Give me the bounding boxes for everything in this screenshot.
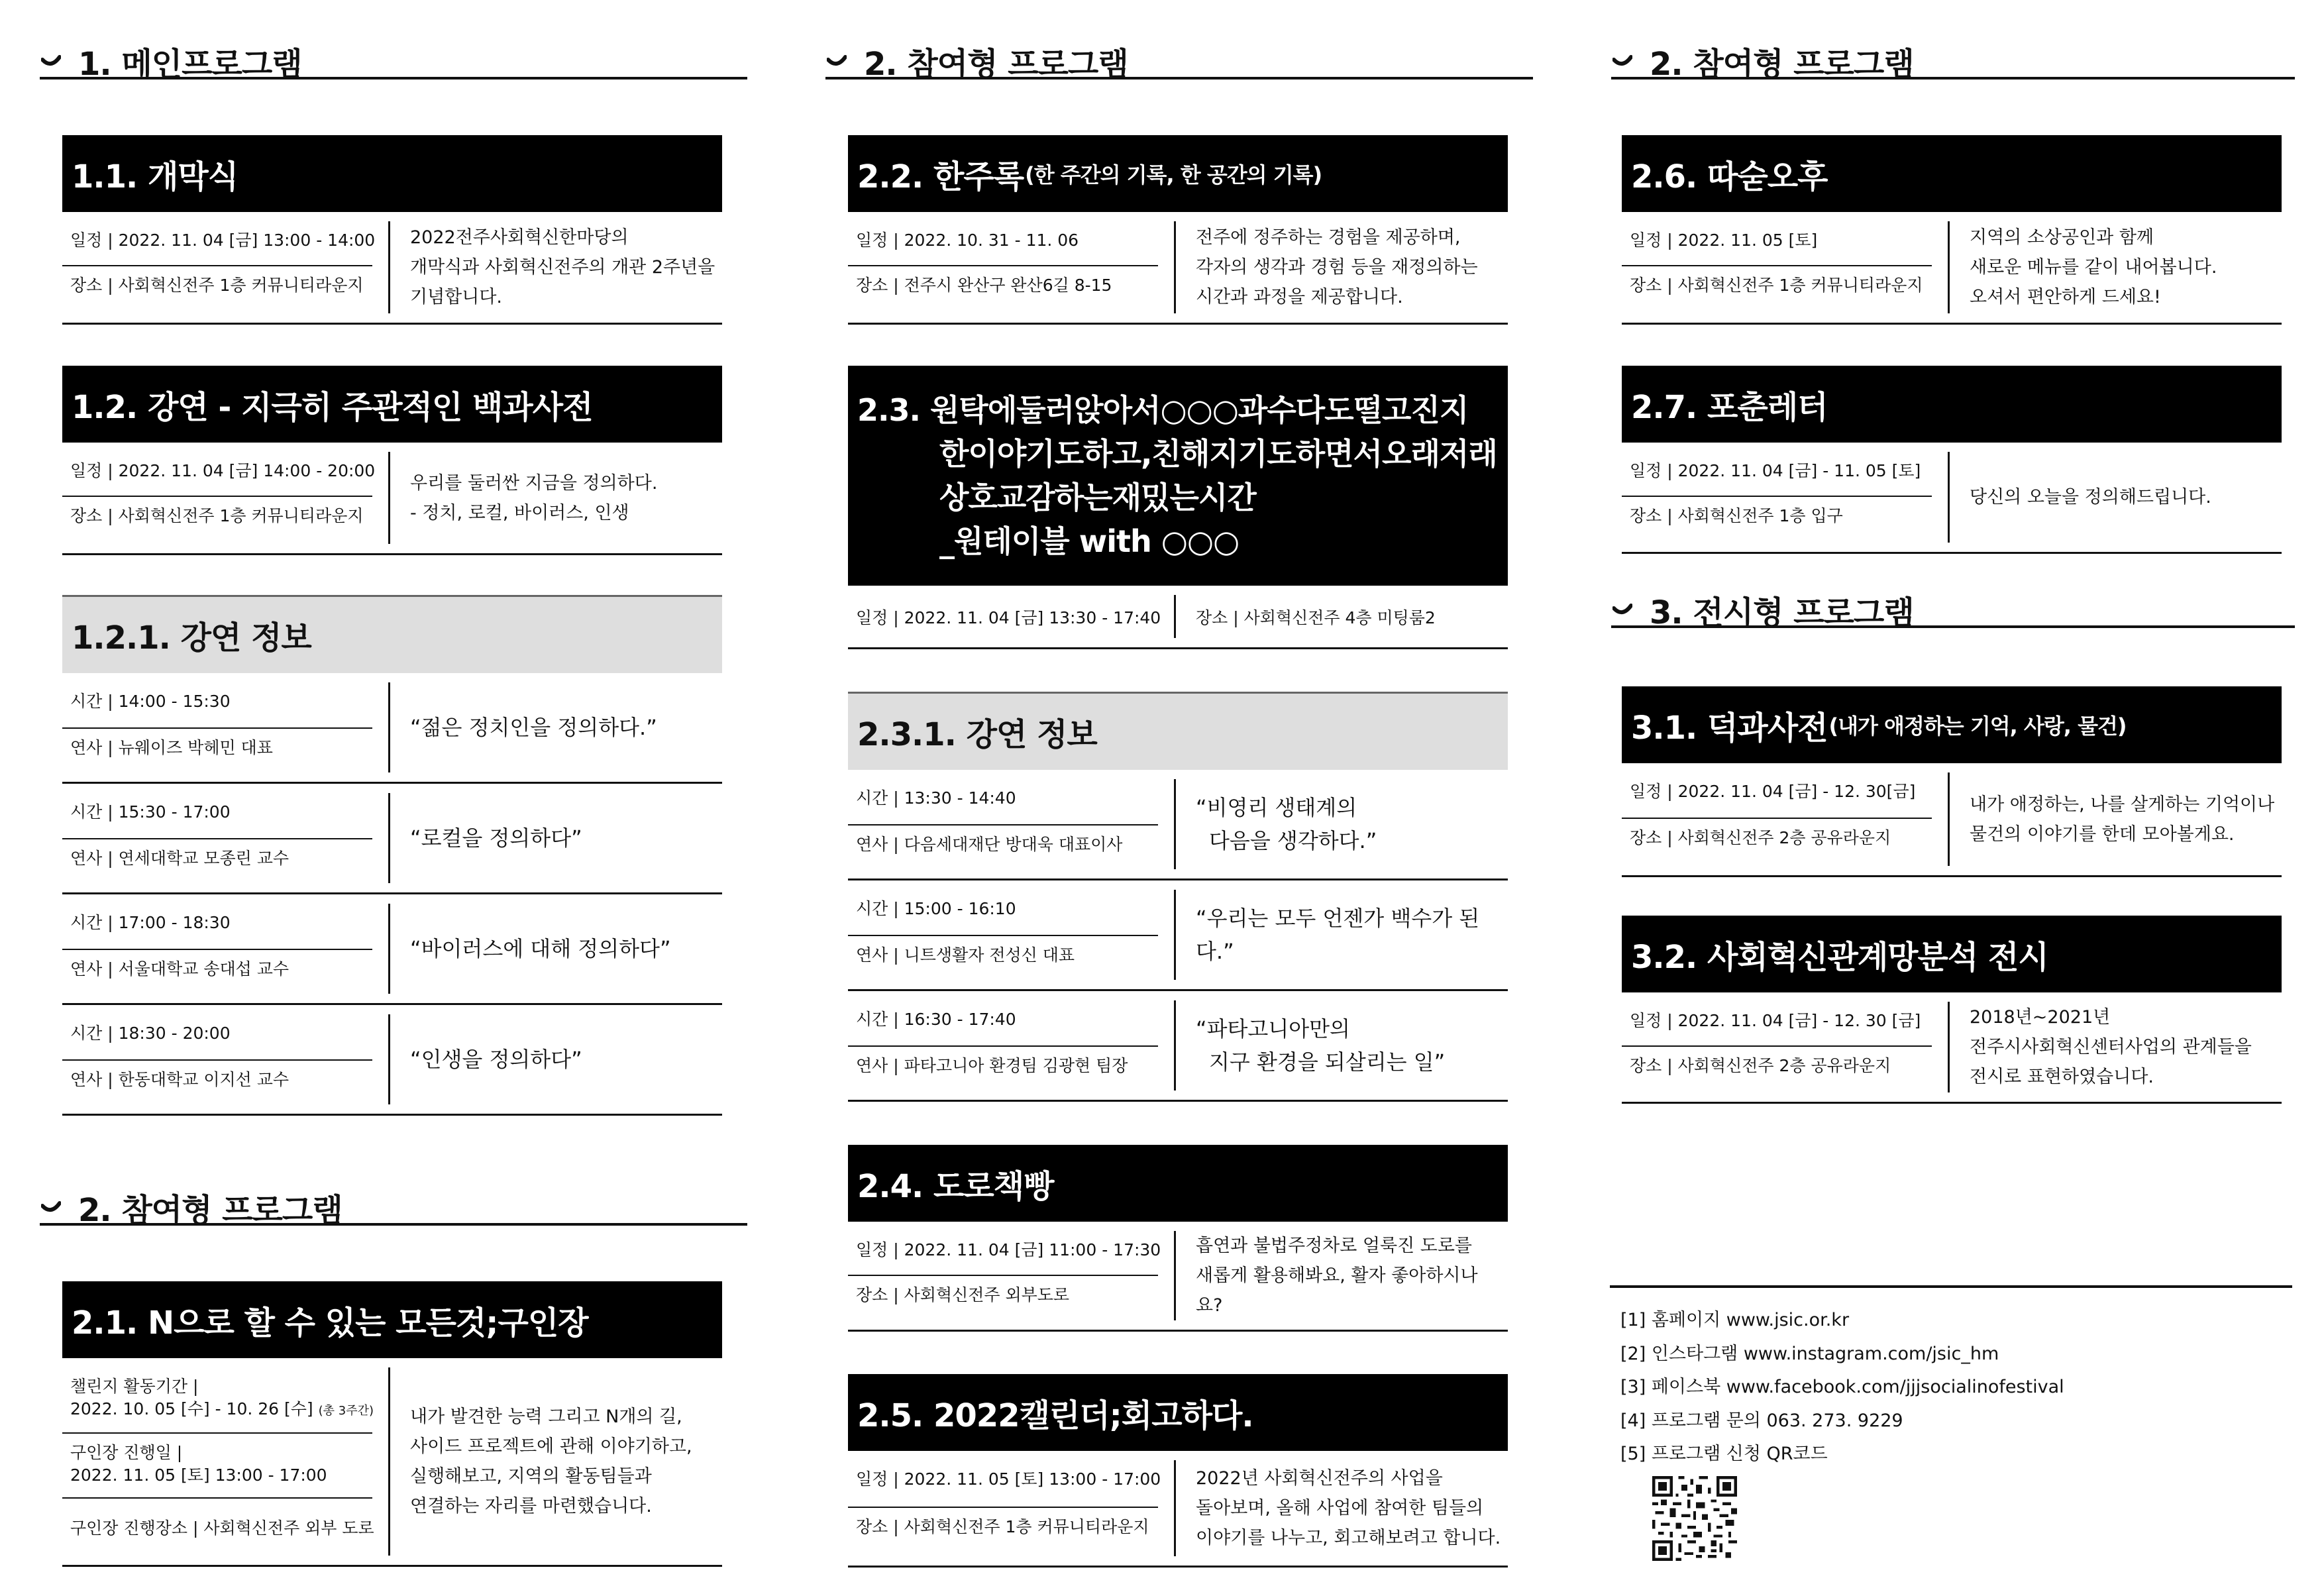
lecture-info-title-bar <box>848 692 1508 770</box>
place-text: 장소 | 사회혁신전주 1층 입구 <box>1622 496 1932 539</box>
description-line: 연결하는 자리를 마련했습니다. <box>410 1496 652 1516</box>
tilde-icon <box>1612 603 1632 616</box>
lecture-quote: “인생을 정의하다” <box>410 1047 582 1072</box>
challenge-label: 챌린지 활동기간 | <box>70 1377 199 1396</box>
place-text: 장소 | 사회혁신전주 외부도로 <box>848 1275 1158 1318</box>
lecture-row <box>848 770 1508 880</box>
description-line: 당신의 오늘을 정의해드립니다. <box>1970 487 2211 507</box>
program-info-row <box>1622 212 2282 325</box>
speaker-text: 연사 | 연세대학교 모종린 교수 <box>62 838 372 883</box>
program-block-2-1 <box>62 1281 722 1567</box>
description-line: 기념합니다. <box>410 287 502 307</box>
description-line: 우리를 둘러싼 지금을 정의하다. <box>410 472 658 494</box>
program-info-row <box>848 212 1508 325</box>
program-info-row <box>848 586 1508 649</box>
speaker-text: 연사 | 파타고니아 환경팀 김광현 팀장 <box>848 1045 1158 1091</box>
description-line: 각자의 생각과 경험 등을 재정의하는 <box>1196 257 1478 278</box>
description-line: 돌아보며, 올해 사업에 참여한 팀들의 <box>1196 1498 1484 1518</box>
program-title: 2.2. 한주록 <box>857 158 1024 195</box>
tilde-icon <box>827 54 847 68</box>
contact-text: [4] 프로그램 문의 063. 273. 9229 <box>1620 1410 1903 1431</box>
program-block-1-1 <box>62 135 722 325</box>
lecture-info-block-1-2-1 <box>62 595 722 1116</box>
schedule-text: 일정 | 2022. 11. 04 [금] 14:00 - 20:00 <box>70 461 376 480</box>
run-label: 구인장 진행일 | <box>70 1443 183 1462</box>
description-line: 시간과 과정을 제공합니다. <box>1196 287 1403 307</box>
program-title: 3.2. 사회혁신관계망분석 전시 <box>1631 938 2048 976</box>
program-title-bar <box>62 366 722 443</box>
footer-divider <box>1610 1285 2292 1288</box>
description-line: 2022전주사회혁신한마당의 <box>410 227 629 248</box>
speaker-text: 연사 | 다음세대재단 방대욱 대표이사 <box>848 824 1158 869</box>
schedule-text: 일정 | 2022. 11. 05 [토] <box>1630 231 1818 250</box>
lecture-quote: “로컬을 정의하다” <box>410 825 582 851</box>
program-info-row <box>848 1451 1508 1568</box>
program-title: 2.7. 포춘레터 <box>1631 388 1828 426</box>
schedule-text: 일정 | 2022. 11. 04 [금] - 12. 30 [금] <box>1630 1011 1921 1030</box>
program-block-2-4 <box>848 1145 1508 1332</box>
schedule-text: 일정 | 2022. 11. 04 [금] 11:00 - 17:30 <box>856 1240 1161 1259</box>
lecture-info-block-2-3-1 <box>848 692 1508 1102</box>
program-title-line: _원테이블 with ○○○ <box>939 523 1240 559</box>
program-info-row <box>1622 763 2282 877</box>
schedule-text: 일정 | 2022. 11. 04 [금] - 12. 30[금] <box>1630 782 1916 801</box>
program-info-row <box>62 443 722 555</box>
tilde-icon <box>41 1200 61 1214</box>
lecture-info-title: 1.2.1. 강연 정보 <box>72 619 311 657</box>
program-title-bar <box>1622 135 2282 212</box>
lecture-row <box>848 880 1508 991</box>
challenge-date: 2022. 10. 05 [수] - 10. 26 [수] <box>70 1399 313 1418</box>
section-header-exhibition <box>1611 586 2295 631</box>
section-title: 1. 메인프로그램 <box>78 46 302 83</box>
program-title: 1.2. 강연 - 지극히 주관적인 백과사전 <box>72 388 593 426</box>
place-text: 장소 | 사회혁신전주 2층 공유라운지 <box>1622 1045 1932 1089</box>
time-text: 시간 | 14:00 - 15:30 <box>70 692 231 711</box>
instagram-link[interactable]: [2] 인스타그램 www.instagram.com/jsic_hm <box>1620 1343 1999 1364</box>
description-line: 전시로 표현하였습니다. <box>1970 1067 2154 1087</box>
program-title: 1.1. 개막식 <box>72 158 238 195</box>
lecture-row <box>62 1005 722 1116</box>
program-title: 2.6. 따숟오후 <box>1631 158 1828 195</box>
description-line: 사이드 프로젝트에 관해 이야기하고, <box>410 1436 692 1457</box>
program-title-bar <box>1622 916 2282 992</box>
description-line: 2018년~2021년 <box>1970 1007 2111 1028</box>
program-block-1-2 <box>62 366 722 555</box>
program-title-bar <box>848 1374 1508 1451</box>
place-text: 구인장 진행장소 | 사회혁신전주 외부 도로 <box>62 1497 372 1557</box>
program-info-row <box>1622 443 2282 554</box>
description-line: 개막식과 사회혁신전주의 개관 2주년을 <box>410 257 715 278</box>
place-text: 장소 | 사회혁신전주 1층 커뮤니티라운지 <box>62 265 372 309</box>
challenge-period <box>62 1367 372 1432</box>
schedule-text: 일정 | 2022. 11. 04 [금] 13:00 - 14:00 <box>70 231 376 250</box>
time-text: 시간 | 13:30 - 14:40 <box>856 788 1016 808</box>
description-line: 내가 애정하는, 나를 살게하는 기억이나 <box>1970 794 2275 815</box>
program-title-bar <box>848 1145 1508 1222</box>
program-info-row <box>62 212 722 325</box>
program-block-2-3 <box>848 366 1508 649</box>
program-title-bar <box>62 135 722 212</box>
program-subtitle: (한 주간의 기록, 한 공간의 기록) <box>1025 162 1322 187</box>
section-header-main <box>40 37 747 83</box>
qr-code-icon[interactable] <box>1652 1476 1737 1561</box>
description-line: 오셔서 편안하게 드세요! <box>1970 287 2161 307</box>
program-title-bar <box>1622 366 2282 443</box>
speaker-text: 연사 | 뉴웨이즈 박헤민 대표 <box>62 727 372 772</box>
program-title: 2.4. 도로책빵 <box>857 1167 1054 1205</box>
section-header-participation <box>825 37 1533 83</box>
tilde-icon <box>1612 54 1632 68</box>
run-date: 2022. 11. 05 [토] 13:00 - 17:00 <box>70 1465 327 1485</box>
description-line: 전주시사회혁신센터사업의 관계들을 <box>1970 1037 2252 1057</box>
lecture-info-title-bar <box>62 595 722 673</box>
description-line: 실행해보고, 지역의 활동팀들과 <box>410 1466 652 1487</box>
program-title-line: 상호교감하는재밌는시간 <box>939 480 1256 515</box>
schedule-text: 일정 | 2022. 10. 31 - 11. 06 <box>856 231 1079 250</box>
time-text: 시간 | 18:30 - 20:00 <box>70 1024 231 1043</box>
tilde-icon <box>41 54 61 68</box>
lecture-quote: “바이러스에 대해 정의하다” <box>410 936 671 961</box>
footer-links <box>1620 1304 2064 1471</box>
program-title-bar <box>1622 686 2282 763</box>
lecture-quote: “젊은 정치인을 정의하다.” <box>410 715 657 740</box>
section-title: 2. 참여형 프로그램 <box>78 1192 343 1229</box>
description-line: 지역의 소상공인과 함께 <box>1970 227 2154 248</box>
place-text: 장소 | 사회혁신전주 2층 공유라운지 <box>1622 818 1932 863</box>
description-line: 새롭게 활용해봐요, 활자 좋아하시나요? <box>1196 1265 1478 1316</box>
section-header-participation <box>1611 37 2295 83</box>
lecture-quote: 다음을 생각하다.” <box>1209 828 1377 853</box>
program-title-bar <box>848 135 1508 212</box>
description-line: 이야기를 나누고, 회고해보려고 합니다. <box>1196 1528 1501 1548</box>
lecture-quote: “파타고니아만의 <box>1196 1016 1350 1041</box>
section-header-participation <box>40 1183 747 1229</box>
facebook-link[interactable]: [3] 페이스북 www.facebook.com/jjjsocialinofestival <box>1620 1377 2064 1397</box>
program-block-3-1 <box>1622 686 2282 877</box>
schedule-text: 일정 | 2022. 11. 04 [금] 13:30 - 17:40 <box>848 595 1176 638</box>
lecture-quote: 지구 환경을 되살리는 일” <box>1209 1049 1446 1075</box>
section-title: 2. 참여형 프로그램 <box>864 46 1128 83</box>
program-subtitle: (내가 애정하는 기억, 사랑, 물건) <box>1828 714 2127 739</box>
lecture-row <box>62 894 722 1005</box>
program-title-line: 한이야기도하고,친해지기도하면서오래저래 <box>939 436 1497 472</box>
speaker-text: 연사 | 한동대학교 이지선 교수 <box>62 1059 372 1104</box>
lecture-info-title: 2.3.1. 강연 정보 <box>857 716 1097 753</box>
section-title: 2. 참여형 프로그램 <box>1650 46 1914 83</box>
program-info-row <box>62 1358 722 1567</box>
description-line: 전주에 정주하는 경험을 제공하며, <box>1196 227 1461 248</box>
time-text: 시간 | 15:00 - 16:10 <box>856 899 1016 918</box>
program-block-2-2 <box>848 135 1508 325</box>
program-title: 3.1. 덕과사전 <box>1631 709 1828 747</box>
lecture-row <box>62 784 722 894</box>
program-block-2-7 <box>1622 366 2282 554</box>
time-text: 시간 | 17:00 - 18:30 <box>70 913 231 932</box>
program-block-2-5 <box>848 1374 1508 1568</box>
description-line: 내가 발견한 능력 그리고 N개의 길, <box>410 1407 682 1427</box>
speaker-text: 연사 | 니트생활자 전성신 대표 <box>848 935 1158 980</box>
lecture-quote: “우리는 모두 언젠가 백수가 된다.” <box>1196 906 1480 964</box>
homepage-link[interactable]: [1] 홈페이지 www.jsic.or.kr <box>1620 1310 1850 1330</box>
challenge-note: (총 3주간) <box>318 1404 374 1418</box>
lecture-quote: “비영리 생태계의 <box>1196 795 1357 820</box>
description-line: 물건의 이야기를 한데 모아볼게요. <box>1970 824 2235 845</box>
program-info-row <box>1622 992 2282 1104</box>
program-title-bar <box>848 366 1508 586</box>
description-line: 2022년 사회혁신전주의 사업을 <box>1196 1468 1443 1489</box>
description-line: 새로운 메뉴를 같이 내어봅니다. <box>1970 257 2217 278</box>
place-text: 장소 | 사회혁신전주 1층 커뮤니티라운지 <box>62 496 372 539</box>
program-title-bar <box>62 1281 722 1358</box>
lecture-row <box>62 673 722 784</box>
run-day <box>62 1432 372 1497</box>
time-text: 시간 | 15:30 - 17:00 <box>70 802 231 822</box>
time-text: 시간 | 16:30 - 17:40 <box>856 1010 1016 1029</box>
place-text: 장소 | 사회혁신전주 4층 미팅룸2 <box>1196 608 1436 627</box>
program-block-2-6 <box>1622 135 2282 325</box>
qr-label: [5] 프로그램 신청 QR코드 <box>1620 1444 1828 1464</box>
program-block-3-2 <box>1622 916 2282 1104</box>
program-title-line: 2.3. 원탁에둘러앉아서○○○과수다도떨고진지 <box>857 392 1469 428</box>
place-text: 장소 | 사회혁신전주 1층 커뮤니티라운지 <box>848 1507 1158 1553</box>
program-title: 2.5. 2022캘린더;회고하다. <box>857 1397 1253 1434</box>
program-title: 2.1. N으로 할 수 있는 모든것;구인장 <box>72 1304 588 1342</box>
description-line: 흡연과 불법주정차로 얼룩진 도로를 <box>1196 1236 1472 1256</box>
lecture-row <box>848 991 1508 1102</box>
speaker-text: 연사 | 서울대학교 송대섭 교수 <box>62 949 372 994</box>
schedule-text: 일정 | 2022. 11. 04 [금] - 11. 05 [토] <box>1630 461 1921 480</box>
program-info-row <box>848 1222 1508 1332</box>
place-text: 장소 | 전주시 완산구 완산6길 8-15 <box>848 265 1158 309</box>
place-text: 장소 | 사회혁신전주 1층 커뮤니티라운지 <box>1622 265 1932 309</box>
schedule-text: 일정 | 2022. 11. 05 [토] 13:00 - 17:00 <box>856 1469 1161 1489</box>
section-title: 3. 전시형 프로그램 <box>1650 594 1914 631</box>
description-line: - 정치, 로컬, 바이러스, 인생 <box>410 502 629 523</box>
